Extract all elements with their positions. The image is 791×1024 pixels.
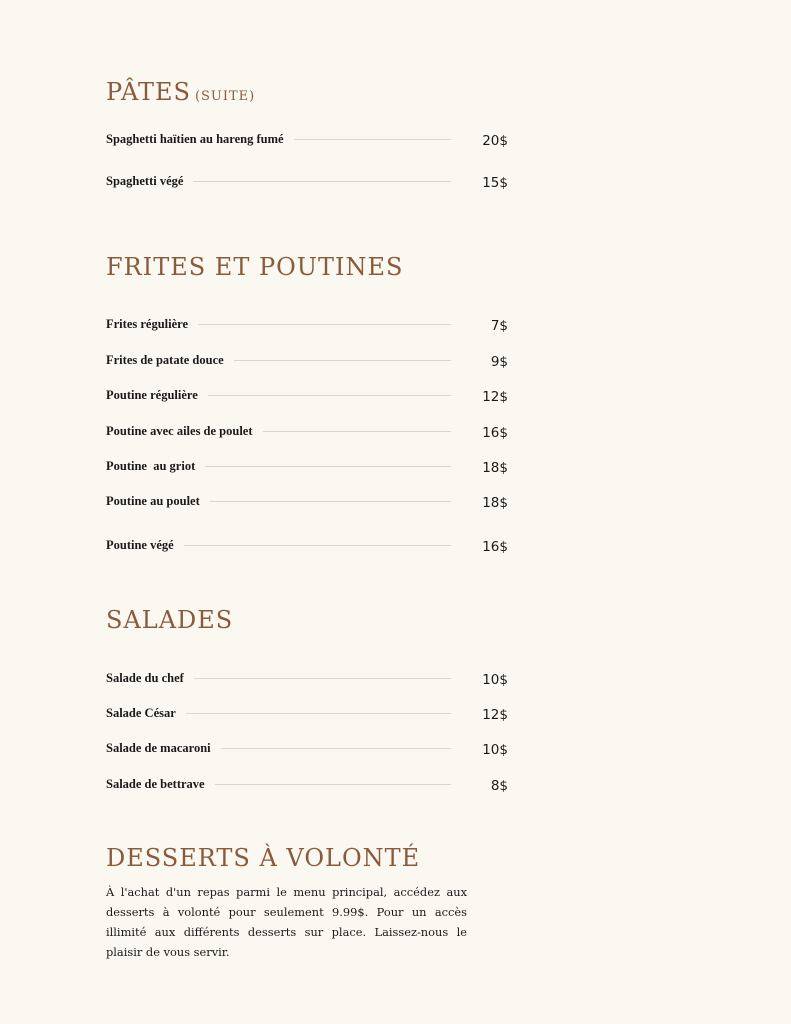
item-price: 15$ bbox=[482, 175, 508, 191]
menu-item bbox=[106, 387, 508, 409]
section-title-suffix: (SUITE) bbox=[194, 89, 256, 104]
item-price: 10$ bbox=[482, 672, 508, 688]
item-price: 12$ bbox=[482, 389, 508, 405]
item-price: 18$ bbox=[482, 460, 508, 476]
item-price: 16$ bbox=[482, 539, 508, 555]
menu-item bbox=[106, 493, 508, 515]
menu-item bbox=[106, 705, 508, 727]
desserts-description: À l'achat d'un repas parmi le menu principal, accédez aux desserts à volonté pour seulement 9.99$. Pour un accès illimité aux différents desserts sur place. Laissez-nous le plaisir de vous servir. bbox=[106, 885, 467, 959]
item-name: Salade César bbox=[106, 705, 186, 721]
item-price: 8$ bbox=[490, 778, 508, 794]
item-name: Salade de bettrave bbox=[106, 776, 215, 792]
menu-item bbox=[106, 423, 508, 445]
menu-item bbox=[106, 776, 508, 798]
item-name: Salade du chef bbox=[106, 670, 194, 686]
item-price: 9$ bbox=[490, 354, 508, 370]
item-name: Poutine régulière bbox=[106, 387, 208, 403]
item-price: 20$ bbox=[482, 133, 508, 149]
item-price: 18$ bbox=[482, 495, 508, 511]
section-title-salades: SALADES bbox=[106, 606, 234, 634]
menu-item bbox=[106, 740, 508, 762]
item-name: Poutine au griot bbox=[106, 458, 205, 474]
item-price: 7$ bbox=[490, 318, 508, 334]
item-name: Poutine au poulet bbox=[106, 493, 210, 509]
item-name: Frites régulière bbox=[106, 316, 198, 332]
menu-item bbox=[106, 458, 508, 480]
item-name: Poutine avec ailes de poulet bbox=[106, 423, 263, 439]
menu-item bbox=[106, 537, 508, 559]
menu-item bbox=[106, 352, 508, 374]
item-name: Frites de patate douce bbox=[106, 352, 234, 368]
section-title-desserts: DESSERTS À VOLONTÉ bbox=[106, 844, 421, 872]
menu-item bbox=[106, 131, 508, 153]
menu-item bbox=[106, 173, 508, 195]
section-title-text: PÂTES bbox=[106, 78, 191, 106]
menu-item bbox=[106, 316, 508, 338]
item-price: 10$ bbox=[482, 742, 508, 758]
section-title-frites: FRITES ET POUTINES bbox=[106, 253, 404, 281]
menu-item bbox=[106, 670, 508, 692]
item-price: 16$ bbox=[482, 425, 508, 441]
item-name: Spaghetti haïtien au hareng fumé bbox=[106, 131, 294, 147]
item-price: 12$ bbox=[482, 707, 508, 723]
item-name: Poutine végé bbox=[106, 537, 184, 553]
item-name: Salade de macaroni bbox=[106, 740, 221, 756]
section-title-pates bbox=[106, 80, 255, 104]
item-name: Spaghetti végé bbox=[106, 173, 193, 189]
